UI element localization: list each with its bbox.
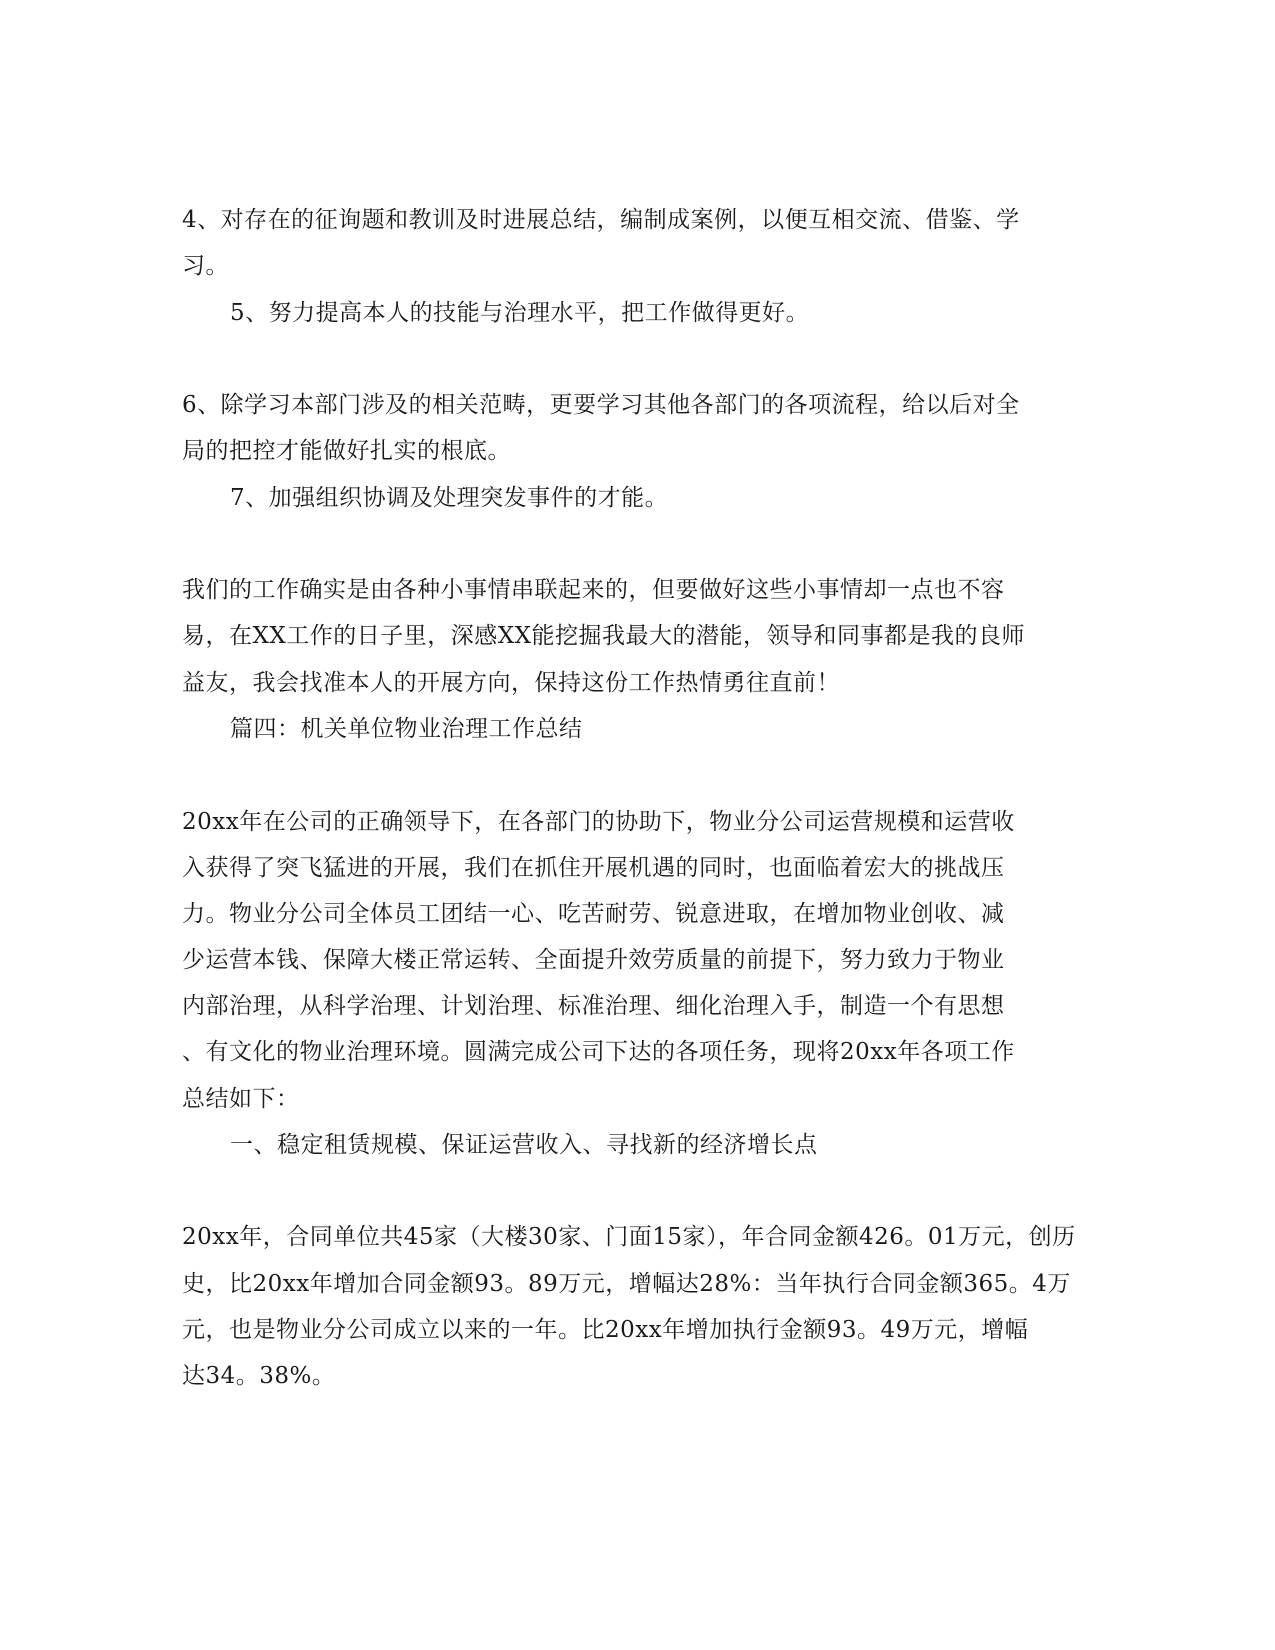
paragraph-line: 20xx年在公司的正确领导下，在各部门的协助下，物业分公司运营规模和运营收 [182,809,1015,835]
section-heading: 篇四：机关单位物业治理工作总结 [230,716,583,742]
subsection-heading: 一、稳定租赁规模、保证运营收入、寻找新的经济增长点 [230,1132,818,1158]
list-item-6-line-1: 6、除学习本部门涉及的相关范畴，更要学习其他各部门的各项流程，给以后对全 [182,392,1020,418]
list-item-7: 7、加强组织协调及处理突发事件的才能。 [230,485,669,511]
paragraph-line: 元，也是物业分公司成立以来的一年。比20xx年增加执行金额93。49万元，增幅 [182,1317,1029,1343]
paragraph-line: 益友，我会找准本人的开展方向，保持这份工作热情勇往直前！ [182,670,840,696]
list-item-4-line-1: 4、对存在的征询题和教训及时进展总结，编制成案例，以便互相交流、借鉴、学 [182,207,1020,233]
paragraph-line: 力。物业分公司全体员工团结一心、吃苦耐劳、锐意进取，在增加物业创收、减 [182,901,1005,927]
paragraph-line: 史，比20xx年增加合同金额93。89万元，增幅达28%：当年执行合同金额365。4万 [182,1271,1071,1297]
paragraph-line: 我们的工作确实是由各种小事情串联起来的，但要做好这些小事情却一点也不容 [182,577,1005,603]
paragraph-line: 总结如下： [182,1086,300,1112]
paragraph-line: 、有文化的物业治理环境。圆满完成公司下达的各项任务，现将20xx年各项工作 [182,1039,1015,1065]
paragraph-line: 易，在XX工作的日子里，深感XX能挖掘我最大的潜能，领导和同事都是我的良师 [182,623,1025,649]
list-item-6-line-2: 局的把控才能做好扎实的根底。 [182,438,511,464]
list-item-5: 5、努力提高本人的技能与治理水平，把工作做得更好。 [230,300,810,326]
paragraph-line: 20xx年，合同单位共45家（大楼30家、门面15家），年合同金额426。01万元，创历 [182,1224,1076,1250]
paragraph-line: 达34。38%。 [182,1363,336,1389]
paragraph-line: 内部治理，从科学治理、计划治理、标准治理、细化治理入手，制造一个有思想 [182,993,1005,1019]
paragraph-line: 入获得了突飞猛进的开展，我们在抓住开展机遇的同时，也面临着宏大的挑战压 [182,855,1005,881]
paragraph-line: 少运营本钱、保障大楼正常运转、全面提升效劳质量的前提下，努力致力于物业 [182,947,1005,973]
list-item-4-line-2: 习。 [182,253,229,279]
